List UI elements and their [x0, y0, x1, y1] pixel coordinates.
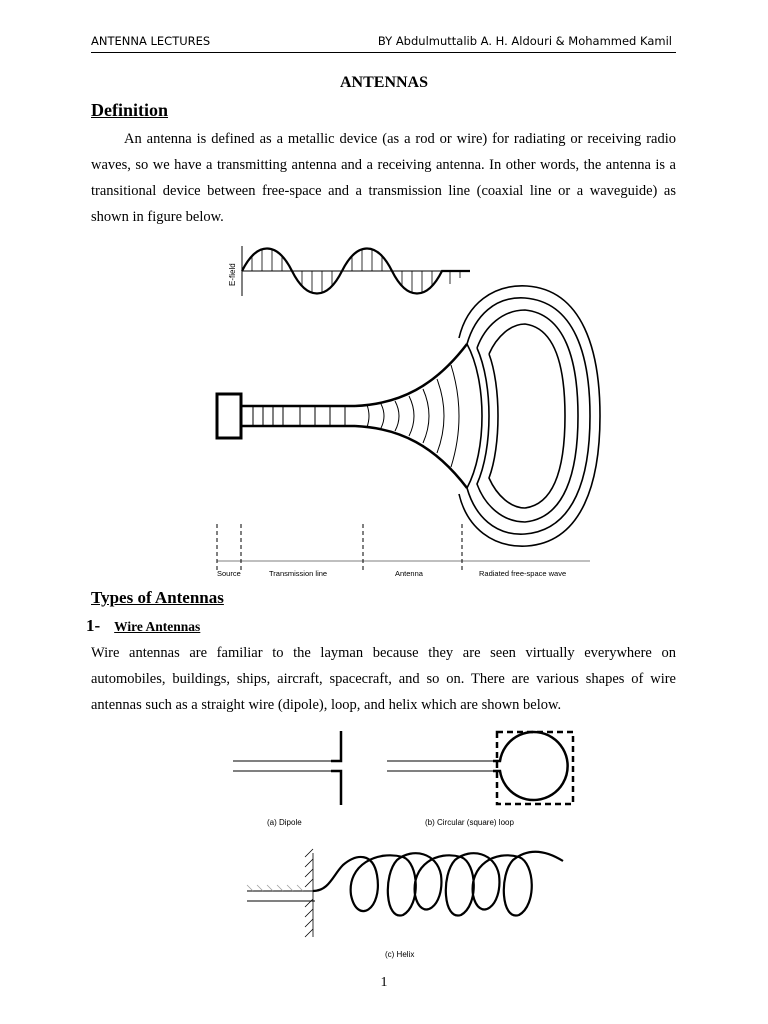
item-label: Wire Antennas	[114, 619, 201, 634]
caption-dipole: (a) Dipole	[267, 818, 302, 827]
label-source: Source	[217, 569, 241, 578]
header-course-title: ANTENNA LECTURES	[91, 34, 211, 48]
caption-loop: (b) Circular (square) loop	[425, 818, 514, 827]
label-transmission-line: Transmission line	[269, 569, 328, 578]
page-number: 1	[380, 975, 388, 990]
label-antenna: Antenna	[395, 569, 423, 578]
label-radiated-wave: Radiated free-space wave	[479, 569, 567, 578]
definition-paragraph: An antenna is defined as a metallic device (as a rod or wire) for radiating or receiving radio waves, so we have a transmitting antenna and a receiving antenna. In other words, the antenna is a transitional device between free-space and a transmission line (coaxial line or a waveguide) as shown in figure below.	[91, 131, 676, 225]
definition-heading: Definition	[91, 100, 169, 120]
wire-antennas-heading	[86, 616, 200, 636]
item-number: 1-	[86, 616, 101, 635]
caption-helix: (c) Helix	[385, 950, 415, 959]
e-field-axis-label: E-field	[228, 263, 237, 286]
wire-antenna-types-figure	[225, 725, 585, 965]
header-authors: BY Abdulmuttalib A. H. Aldouri & Mohammed Kamil	[377, 34, 672, 48]
wire-antennas-paragraph: Wire antennas are familiar to the layman because they are seen virtually everywhere on automobiles, buildings, ships, aircraft, spacecraft, and so on. There are various shapes of wire antennas such as a straight wire (dipole), loop, and helix which are shown below.	[91, 645, 676, 713]
antenna-transition-figure	[205, 236, 605, 581]
page-header	[91, 34, 676, 53]
page-title: ANTENNAS	[339, 74, 428, 91]
types-heading: Types of Antennas	[91, 588, 224, 607]
